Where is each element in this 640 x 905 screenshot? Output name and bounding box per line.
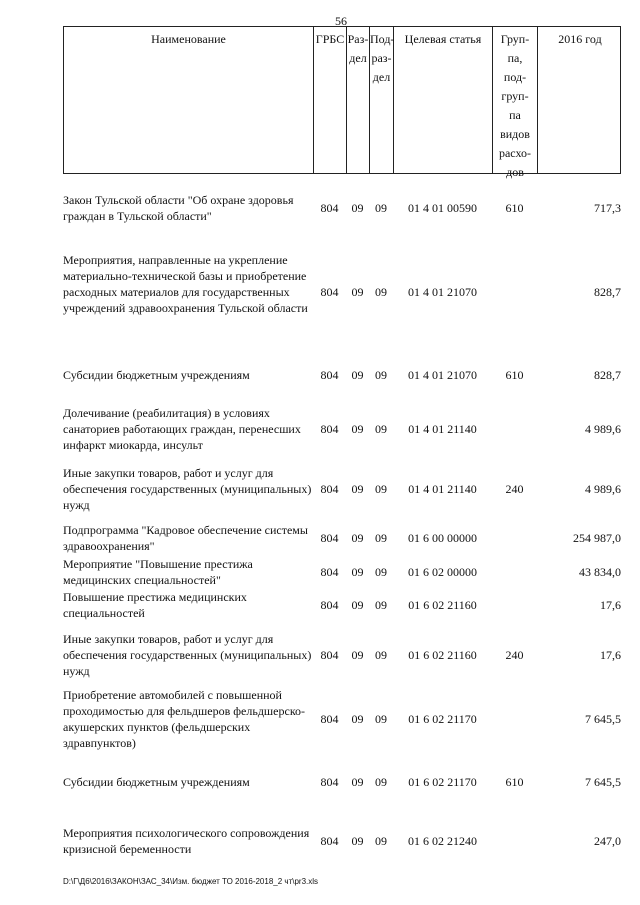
row-target: 01 6 02 21160 [408, 648, 477, 662]
row-target: 01 6 00 00000 [408, 531, 477, 545]
row-grbs: 804 [320, 285, 339, 299]
row-target: 01 4 01 00590 [408, 201, 477, 215]
row-grbs: 804 [320, 201, 339, 215]
header-grbs: ГРБС [314, 27, 347, 173]
row-amount: 43 834,0 [579, 565, 621, 579]
header-razdel: Раз- дел [347, 27, 370, 173]
row-group: 610 [505, 775, 524, 789]
header-name: Наименование [64, 27, 314, 173]
row-podrazdel: 09 [375, 531, 387, 545]
row-amount: 4 989,6 [585, 482, 621, 496]
row-grbs: 804 [320, 482, 339, 496]
row-razdel: 09 [351, 531, 364, 545]
row-razdel: 09 [351, 712, 364, 726]
table-row [63, 825, 621, 857]
row-podrazdel: 09 [375, 775, 387, 789]
row-podrazdel: 09 [375, 368, 387, 382]
row-amount: 247,0 [594, 834, 621, 848]
row-group: 610 [505, 201, 524, 215]
row-podrazdel: 09 [375, 565, 387, 579]
row-target: 01 4 01 21140 [408, 422, 477, 436]
row-grbs: 804 [320, 368, 339, 382]
row-razdel: 09 [351, 834, 364, 848]
table-row [63, 465, 621, 513]
row-amount: 17,6 [600, 598, 621, 612]
row-grbs: 804 [320, 834, 339, 848]
table-row [63, 589, 621, 621]
row-target: 01 4 01 21070 [408, 285, 477, 299]
table-row [63, 367, 621, 383]
page-number: 56 [335, 14, 347, 28]
row-razdel: 09 [351, 368, 364, 382]
table-row [63, 405, 621, 453]
row-grbs: 804 [320, 598, 339, 612]
row-podrazdel: 09 [375, 834, 387, 848]
row-target: 01 4 01 21070 [408, 368, 477, 382]
row-name: Субсидии бюджетным учреждениям [63, 368, 250, 382]
row-name: Подпрограмма "Кадровое обеспечение системы здравоохранения" [63, 523, 308, 553]
row-name: Иные закупки товаров, работ и услуг для обеспечения государственных (муниципальных) нужд [63, 466, 312, 512]
row-razdel: 09 [351, 775, 364, 789]
row-name: Повышение престижа медицинских специальностей [63, 590, 247, 620]
row-grbs: 804 [320, 712, 339, 726]
header-group: Груп- па, под- груп- па видов расхо- дов [493, 27, 538, 173]
header-target: Целевая статья [394, 27, 493, 173]
row-amount: 7 645,5 [585, 775, 621, 789]
table-row [63, 774, 621, 790]
table-row [63, 192, 621, 224]
row-podrazdel: 09 [375, 598, 387, 612]
row-name: Мероприятия, направленные на укрепление материально-технической базы и приобретение расходных материалов для государственных учреждений здравоохранения Тульской области [63, 253, 308, 315]
row-grbs: 804 [320, 531, 339, 545]
row-target: 01 6 02 21160 [408, 598, 477, 612]
row-target: 01 6 02 21170 [408, 712, 477, 726]
row-amount: 828,7 [594, 285, 621, 299]
row-razdel: 09 [351, 201, 364, 215]
row-razdel: 09 [351, 648, 364, 662]
row-podrazdel: 09 [375, 285, 387, 299]
row-amount: 17,6 [600, 648, 621, 662]
row-razdel: 09 [351, 598, 364, 612]
row-razdel: 09 [351, 482, 364, 496]
table-row [63, 687, 621, 751]
row-podrazdel: 09 [375, 422, 387, 436]
table-row [63, 631, 621, 679]
row-group: 610 [505, 368, 524, 382]
table-row [63, 252, 621, 332]
row-amount: 4 989,6 [585, 422, 621, 436]
row-target: 01 6 02 21240 [408, 834, 477, 848]
table-row [63, 522, 621, 554]
row-target: 01 4 01 21140 [408, 482, 477, 496]
row-name: Мероприятия психологического сопровождения кризисной беременности [63, 826, 310, 856]
row-grbs: 804 [320, 565, 339, 579]
row-podrazdel: 09 [375, 648, 387, 662]
row-name: Долечивание (реабилитация) в условиях санаториев работающих граждан, перенесших инфаркт миокарда, инсульт [63, 406, 301, 452]
row-amount: 717,3 [594, 201, 621, 215]
row-razdel: 09 [351, 565, 364, 579]
table-row [63, 556, 621, 588]
row-grbs: 804 [320, 648, 339, 662]
row-name: Мероприятие "Повышение престижа медицинских специальностей" [63, 557, 253, 587]
table-header [63, 26, 621, 179]
row-razdel: 09 [351, 285, 364, 299]
row-podrazdel: 09 [375, 712, 387, 726]
row-amount: 254 987,0 [573, 531, 621, 545]
row-group: 240 [505, 482, 524, 496]
row-name: Приобретение автомобилей с повышенной проходимостью для фельдшеров фельдшерско-акушерских пунктов (фельдшерских здравпунктов) [63, 688, 306, 750]
row-grbs: 804 [320, 422, 339, 436]
row-name: Иные закупки товаров, работ и услуг для обеспечения государственных (муниципальных) нужд [63, 632, 312, 678]
row-amount: 7 645,5 [585, 712, 621, 726]
row-target: 01 6 02 21170 [408, 775, 477, 789]
row-podrazdel: 09 [375, 482, 387, 496]
footer-path: D:\Г\Д6\2016\ЗАКОН\ЗАС_34\Изм. бюджет ТО 2016-2018_2 чт\pr3.xls [63, 877, 319, 886]
row-name: Закон Тульской области "Об охране здоровья граждан в Тульской области" [63, 193, 294, 223]
row-amount: 828,7 [594, 368, 621, 382]
row-grbs: 804 [320, 775, 339, 789]
row-target: 01 6 02 00000 [408, 565, 477, 579]
row-razdel: 09 [351, 422, 364, 436]
row-group: 240 [505, 648, 524, 662]
row-podrazdel: 09 [375, 201, 387, 215]
header-year: 2016 год [558, 32, 602, 46]
row-name: Субсидии бюджетным учреждениям [63, 775, 250, 789]
header-podrazdel: Под- раз- дел [370, 27, 394, 173]
